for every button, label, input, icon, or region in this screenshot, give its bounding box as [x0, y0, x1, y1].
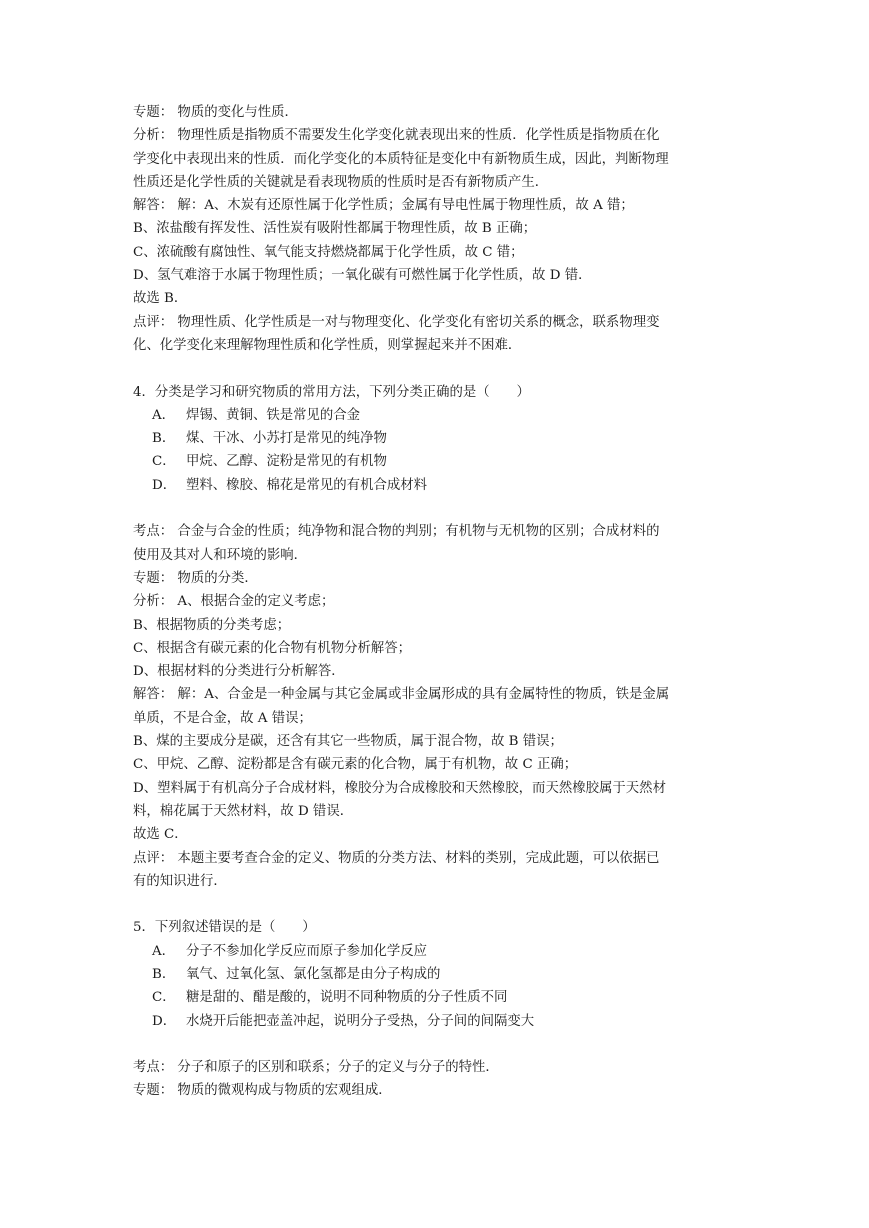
q4-analysis-line: 分析： A、根据合金的定义考虑；	[133, 594, 335, 610]
q4-answer-line: C、甲烷、乙醇、淀粉都是含有碳元素的化合物，属于有机物，故 C 正确；	[133, 757, 578, 773]
q4-option-d: D． 塑料、橡胶、棉花是常见的有机合成材料	[152, 477, 428, 493]
q4-option-b: B． 煤、干冰、小苏打是常见的纯净物	[152, 431, 387, 447]
document-page	[133, 101, 748, 1103]
spacer	[133, 893, 748, 916]
q5-option-b: B． 氧气、过氧化氢、氯化氢都是由分子构成的	[152, 966, 441, 982]
q4-answer-line: 单质，不是合金，故 A 错误；	[133, 710, 312, 726]
q3-choice: 故选 B．	[133, 291, 188, 307]
spacer	[133, 1033, 748, 1056]
q3-answer-line: D、氢气难溶于水属于物理性质；一氧化碳有可燃性属于化学性质，故 D 错．	[133, 268, 592, 284]
q4-topic: 专题： 物质的分类．	[133, 570, 258, 586]
q3-comment-line: 点评： 物理性质、化学性质是一对与物理变化、化学变化有密切关系的概念，联系物理变	[133, 314, 660, 330]
q4-choice: 故选 C．	[133, 827, 188, 843]
q4-option-a: A． 焊锡、黄铜、铁是常见的合金	[152, 407, 361, 423]
q3-topic: 专题： 物质的变化与性质．	[133, 105, 298, 120]
q4-comment-line: 点评： 本题主要考查合金的定义、物质的分类方法、材料的类别，完成此题，可以依据已	[133, 850, 660, 866]
q3-analysis-line: 学变化中表现出来的性质．而化学变化的本质特征是变化中有新物质生成，因此，判断物理	[133, 151, 669, 167]
q4-analysis-line: D、根据材料的分类进行分析解答．	[133, 664, 345, 680]
q4-stem: 4．分类是学习和研究物质的常用方法，下列分类正确的是（ ）	[133, 384, 530, 400]
spacer	[133, 357, 748, 380]
spacer	[133, 497, 748, 520]
q5-option-c: C． 糖是甜的、醋是酸的，说明不同种物质的分子性质不同	[152, 990, 508, 1006]
q4-answer-line: D、塑料属于有机高分子合成材料，橡胶分为合成橡胶和天然橡胶，而天然橡胶属于天然材	[133, 780, 666, 796]
q4-answer-line: B、煤的主要成分是碳，还含有其它一些物质，属于混合物，故 B 错误；	[133, 734, 563, 750]
q5-stem: 5．下列叙述错误的是（ ）	[133, 920, 316, 936]
q4-kaodian-line: 考点： 合金与合金的性质；纯净物和混合物的判别；有机物与无机物的区别；合成材料的	[133, 524, 660, 540]
q5-topic: 专题： 物质的微观构成与物质的宏观组成．	[133, 1083, 392, 1099]
q4-option-c: C． 甲烷、乙醇、淀粉是常见的有机物	[152, 454, 387, 470]
q5-option-d: D． 水烧开后能把壶盖冲起，说明分子受热，分子间的间隔变大	[152, 1013, 535, 1029]
q3-analysis-line: 性质还是化学性质的关键就是看表现物质的性质时是否有新物质产生．	[133, 174, 549, 190]
q4-analysis-line: C、根据含有碳元素的化合物有机物分析解答；	[133, 640, 412, 656]
q4-comment-line: 有的知识进行．	[133, 873, 227, 889]
q4-answer-line: 解答： 解：A、合金是一种金属与其它金属或非金属形成的具有金属特性的物质，铁是金属	[133, 687, 670, 703]
q3-answer-line: 解答： 解：A、木炭有还原性属于化学性质；金属有导电性属于物理性质，故 A 错；	[133, 198, 634, 214]
q3-answer-line: C、浓硫酸有腐蚀性、氧气能支持燃烧都属于化学性质，故 C 错；	[133, 244, 524, 260]
q3-comment-line: 化、化学变化来理解物理性质和化学性质，则掌握起来并不困难．	[133, 337, 522, 353]
q5-option-a: A． 分子不参加化学反应而原子参加化学反应	[152, 943, 428, 959]
q3-analysis-line: 分析： 物理性质是指物质不需要发生化学变化就表现出来的性质．化学性质是指物质在化	[133, 128, 660, 144]
q4-analysis-line: B、根据物质的分类考虑；	[133, 617, 291, 633]
q4-kaodian-line: 使用及其对人和环境的影响．	[133, 547, 308, 563]
q3-answer-line: B、浓盐酸有挥发性、活性炭有吸附性都属于物理性质，故 B 正确；	[133, 221, 537, 237]
q4-answer-line: 料，棉花属于天然材料，故 D 错误．	[133, 803, 354, 819]
q5-kaodian: 考点： 分子和原子的区别和联系；分子的定义与分子的特性．	[133, 1060, 499, 1076]
